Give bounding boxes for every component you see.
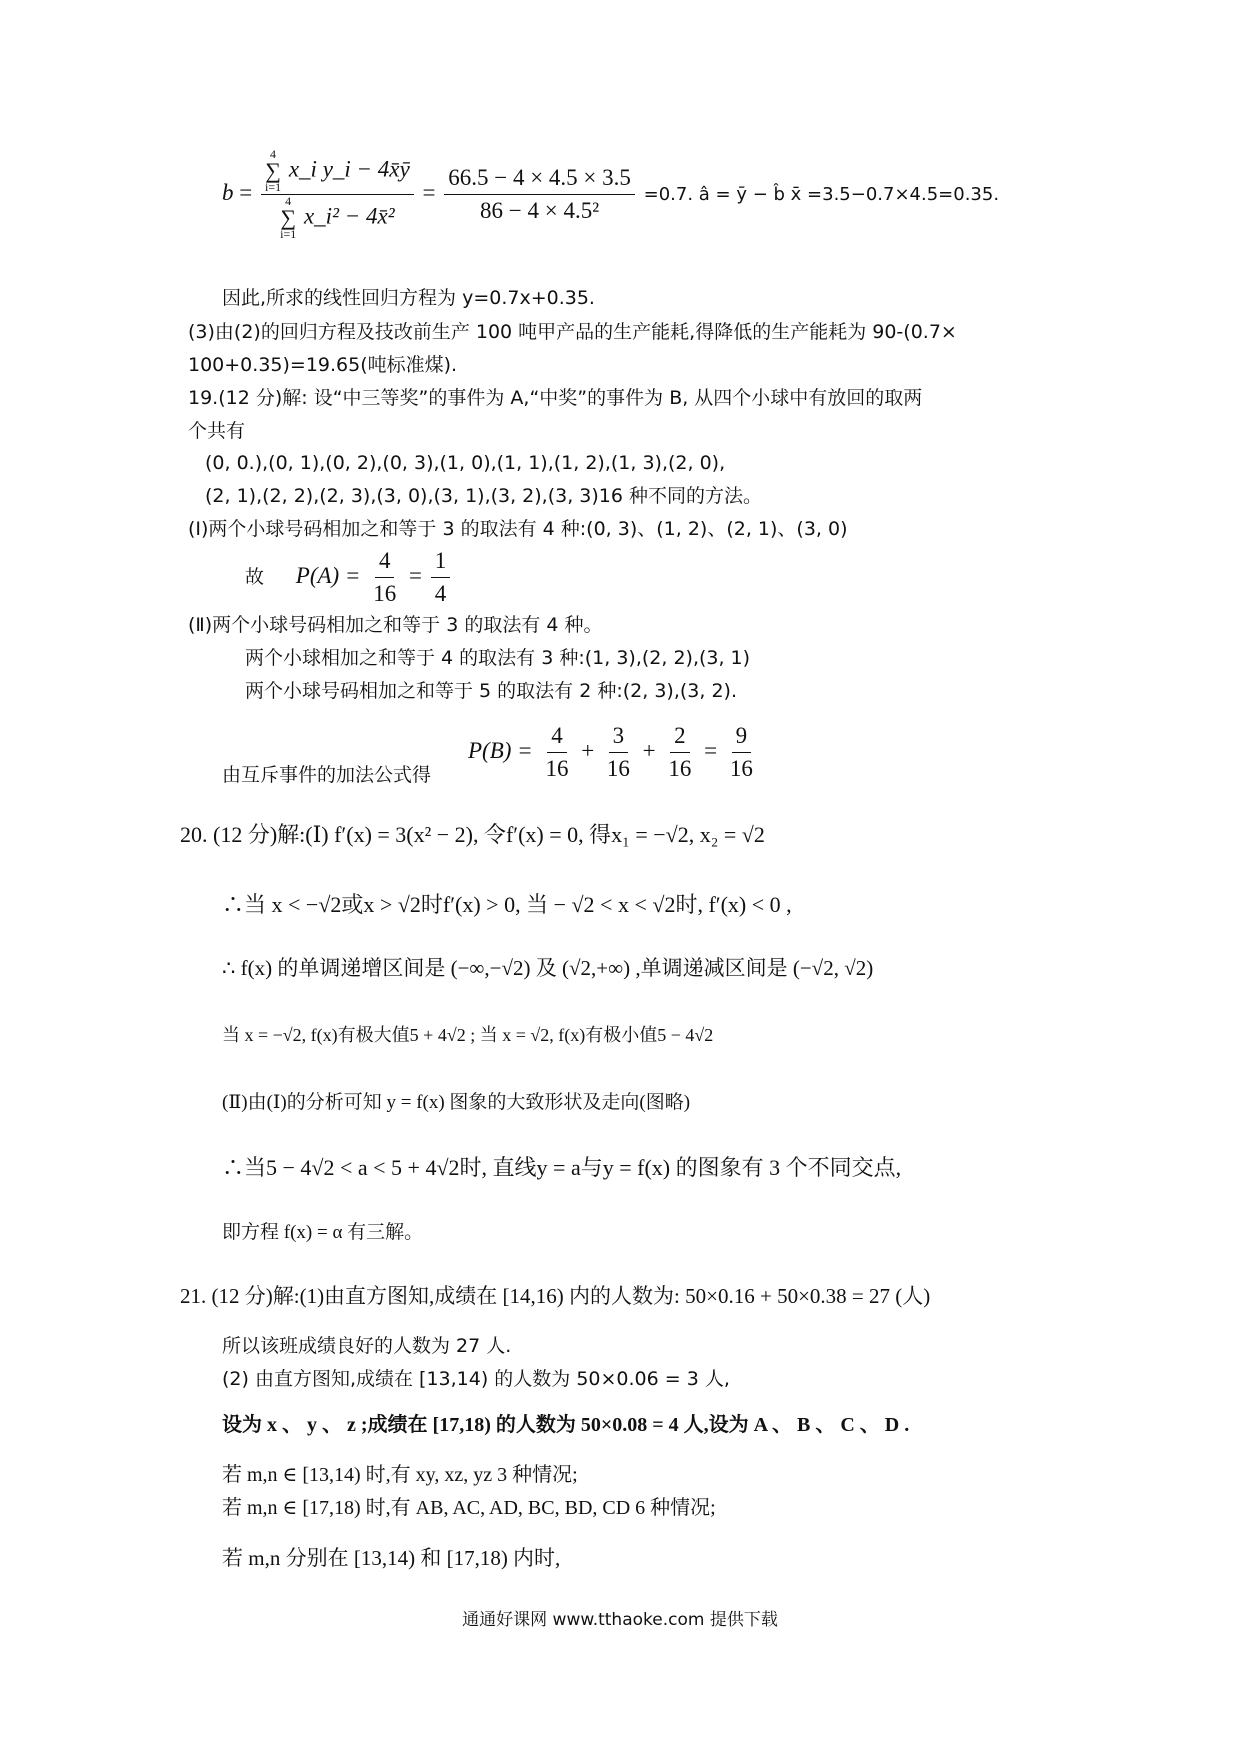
q19-part-ii-1: (Ⅱ)两个小球号码相加之和等于 3 的取法有 4 种。 <box>188 614 603 636</box>
q19-PA-formula: 故 P(A) = $\frac{4}{16}$ = $\frac{1}{4}$ <box>245 545 453 610</box>
q21-line-2: 所以该班成绩良好的人数为 27 人. <box>222 1335 512 1357</box>
q20-line-2: ∴当 x < −√2或x > √2时f′(x) > 0, 当 − √2 < x < √2时, f′(x) < 0 , <box>222 892 792 917</box>
q20-line-7: 即方程 f(x) = α 有三解。 <box>222 1222 424 1243</box>
regression-equation-line: 因此,所求的线性回归方程为 y=0.7x+0.35. <box>222 287 595 309</box>
q19-pairs-2: (2, 1),(2, 2),(2, 3),(3, 0),(3, 1),(3, 2),(3, 3)16 种不同的方法。 <box>205 485 763 507</box>
q21-line-4: 设为 x 、 y 、 z ;成绩在 [17,18) 的人数为 50×0.08 = 4 人,设为 A 、 B 、 C 、 D . <box>222 1414 910 1436</box>
q19-part-ii-2: 两个小球相加之和等于 4 的取法有 3 种:(1, 3),(2, 2),(3, 1) <box>245 647 751 669</box>
q19-part-ii-3: 两个小球号码相加之和等于 5 的取法有 2 种:(2, 3),(3, 2). <box>245 680 737 702</box>
sum-symbol-num: 4 ∑ i=1 <box>264 147 282 194</box>
q21-line-5: 若 m,n ∈ [13,14) 时,有 xy, xz, yz 3 种情况; <box>222 1464 578 1486</box>
q20-line-3: ∴ f(x) 的单调递增区间是 (−∞,−√2) 及 (√2,+∞) ,单调递减区间是 (−√2, √2) <box>222 956 874 980</box>
part3-line-2: 100+0.35)=19.65(吨标准煤). <box>188 354 458 376</box>
q21-line-3: (2) 由直方图知,成绩在 [13,14) 的人数为 50×0.06 = 3 人, <box>222 1368 730 1390</box>
b-hat-fraction-2: $\frac{66.5 - 4 \times 4.5 \times 3.5}{\text{86 − 4 × 4.5²}}$ <box>444 162 635 227</box>
q19-line-2: 个共有 <box>188 420 246 442</box>
q20-line-4: 当 x = −√2, f(x)有极大值5 + 4√2 ; 当 x = √2, f(x)有极小值5 − 4√2 <box>222 1025 714 1045</box>
part3-line-1: (3)由(2)的回归方程及技改前生产 100 吨甲产品的生产能耗,得降低的生产能耗为 90-(0.7× <box>188 321 957 343</box>
q21-line-7: 若 m,n 分别在 [13,14) 和 [17,18) 内时, <box>222 1546 561 1570</box>
b-hat-formula: b = 4 ∑ i=1 x_i y_i − 4x̄ȳ 4 ∑ i=1 x_i² − 4x̄² = $\frac{66.5 - 4 \times 4.5 \times 3.5}{\text{86 − 4 × 4.5²}}$ =0.7. â = ȳ − b̂ x̄ =3.5−0.7×4.5=0.35. <box>222 147 1000 241</box>
q19-pairs-1: (0, 0.),(0, 1),(0, 2),(0, 3),(1, 0),(1, 1),(1, 2),(1, 3),(2, 0), <box>205 452 726 474</box>
q19-addition-rule-label: 由互斥事件的加法公式得 <box>222 764 432 786</box>
fraction-1-4: $\frac{1}{4}$ <box>431 545 451 610</box>
sum-symbol-den: 4 ∑ i=1 <box>280 194 297 241</box>
q21-line-1: 21. (12 分)解:(1)由直方图知,成绩在 [14,16) 内的人数为: 50×0.16 + 50×0.38 = 27 (人) <box>180 1284 931 1308</box>
b-hat-fraction-1: 4 ∑ i=1 x_i y_i − 4x̄ȳ 4 ∑ i=1 x_i² − 4x̄² <box>261 148 414 241</box>
fraction-4-16: $\frac{4}{16}$ <box>369 545 400 610</box>
q19-line-1: 19.(12 分)解: 设“中三等奖”的事件为 A,“中奖”的事件为 B, 从四个小球中有放回的取两 <box>188 387 923 409</box>
page-footer: 通通好课网 www.tthaoke.com 提供下载 <box>462 1610 778 1630</box>
q19-PB-formula: P(B) = $\frac{4}{16}$ + $\frac{3}{16}$ + $\frac{2}{16}$ = $\frac{9}{16}$ <box>468 720 760 785</box>
q20-line-5: (Ⅱ)由(Ⅰ)的分析可知 y = f(x) 图象的大致形状及走向(图略) <box>222 1092 691 1113</box>
b-hat-symbol: b <box>222 179 234 205</box>
q21-line-6: 若 m,n ∈ [17,18) 时,有 AB, AC, AD, BC, BD, CD 6 种情况; <box>222 1497 716 1519</box>
q19-part-i: (Ⅰ)两个小球号码相加之和等于 3 的取法有 4 种:(0, 3)、(1, 2)、(2, 1)、(3, 0) <box>188 518 848 540</box>
a-hat-expression: =0.7. â = ȳ − b̂ x̄ =3.5−0.7×4.5=0.35. <box>643 183 1000 205</box>
q20-line-6: ∴当5 − 4√2 < a < 5 + 4√2时, 直线y = a与y = f(x) 的图象有 3 个不同交点, <box>222 1155 902 1180</box>
q20-line-1: 20. (12 分)解:(Ⅰ) f′(x) = 3(x² − 2), 令f′(x) = 0, 得x₁ = −√2, x₂ = √2 <box>180 822 765 847</box>
